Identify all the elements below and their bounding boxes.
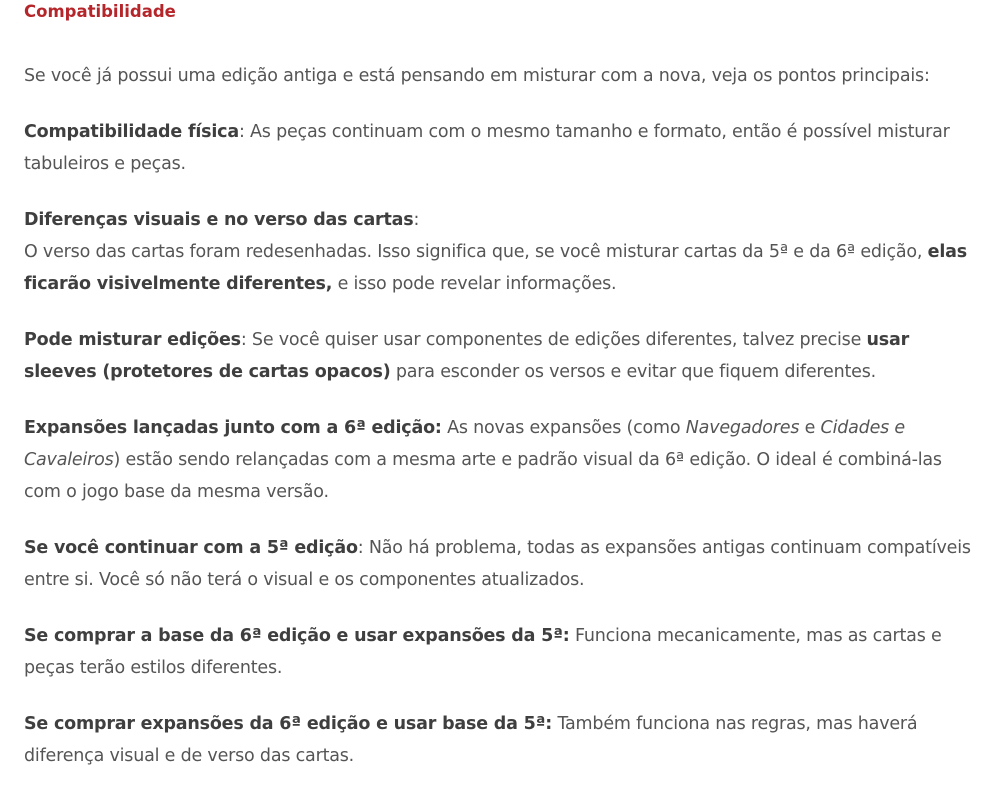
point-title: Se você continuar com a 5ª edição xyxy=(24,538,358,558)
point-expansions-6th xyxy=(24,412,978,508)
point-text: : As peças continuam com o mesmo tamanho e formato, então é possível misturar tabuleiros e peças. xyxy=(24,122,950,174)
point-physical-compatibility xyxy=(24,116,978,180)
point-emphasis: usar sleeves (protetores de cartas opacos) xyxy=(24,330,910,382)
point-text: para esconder os versos e evitar que fiquem diferentes. xyxy=(390,362,876,382)
point-text: : xyxy=(413,210,420,230)
point-base6-exp5 xyxy=(24,620,978,684)
section-heading: Compatibilidade xyxy=(24,2,176,21)
point-continue-5th xyxy=(24,532,978,596)
point-text: As novas expansões (como xyxy=(441,418,686,438)
expansion-name: Cidades e Cavaleiros xyxy=(24,418,905,470)
point-text: e isso pode revelar informações. xyxy=(332,274,617,294)
expansion-name: Navegadores xyxy=(685,418,800,438)
point-title: Se comprar a base da 6ª edição e usar expansões da 5ª: xyxy=(24,626,570,646)
point-text: : Se você quiser usar componentes de edições diferentes, talvez precise xyxy=(240,330,867,350)
point-text: Também funciona nas regras, mas haverá diferença visual e de verso das cartas. xyxy=(24,714,918,766)
point-text: O verso das cartas foram redesenhadas. Isso significa que, se você misturar cartas da 5ª e da 6ª edição, xyxy=(24,242,928,262)
point-text: : Não há problema, todas as expansões antigas continuam compatíveis entre si. Você só não terá o visual e os componentes atualizados. xyxy=(24,538,971,590)
point-title: Pode misturar edições xyxy=(24,330,241,350)
point-mix-editions xyxy=(24,324,978,388)
point-text: e xyxy=(799,418,821,438)
point-visual-differences xyxy=(24,204,978,300)
point-text: ) estão sendo relançadas com a mesma arte e padrão visual da 6ª edição. O ideal é combiná-las com o jogo base da mesma versão. xyxy=(24,450,942,502)
point-title: Expansões lançadas junto com a 6ª edição: xyxy=(24,418,442,438)
intro-paragraph: Se você já possui uma edição antiga e está pensando em misturar com a nova, veja os pontos principais: xyxy=(24,66,930,86)
point-exp6-base5 xyxy=(24,708,978,772)
point-emphasis: elas ficarão visivelmente diferentes, xyxy=(24,242,967,294)
point-title: Se comprar expansões da 6ª edição e usar base da 5ª: xyxy=(24,714,553,734)
point-text: Funciona mecanicamente, mas as cartas e peças terão estilos diferentes. xyxy=(24,626,942,678)
point-title: Compatibilidade física xyxy=(24,122,239,142)
point-title: Diferenças visuais e no verso das cartas xyxy=(24,210,414,230)
